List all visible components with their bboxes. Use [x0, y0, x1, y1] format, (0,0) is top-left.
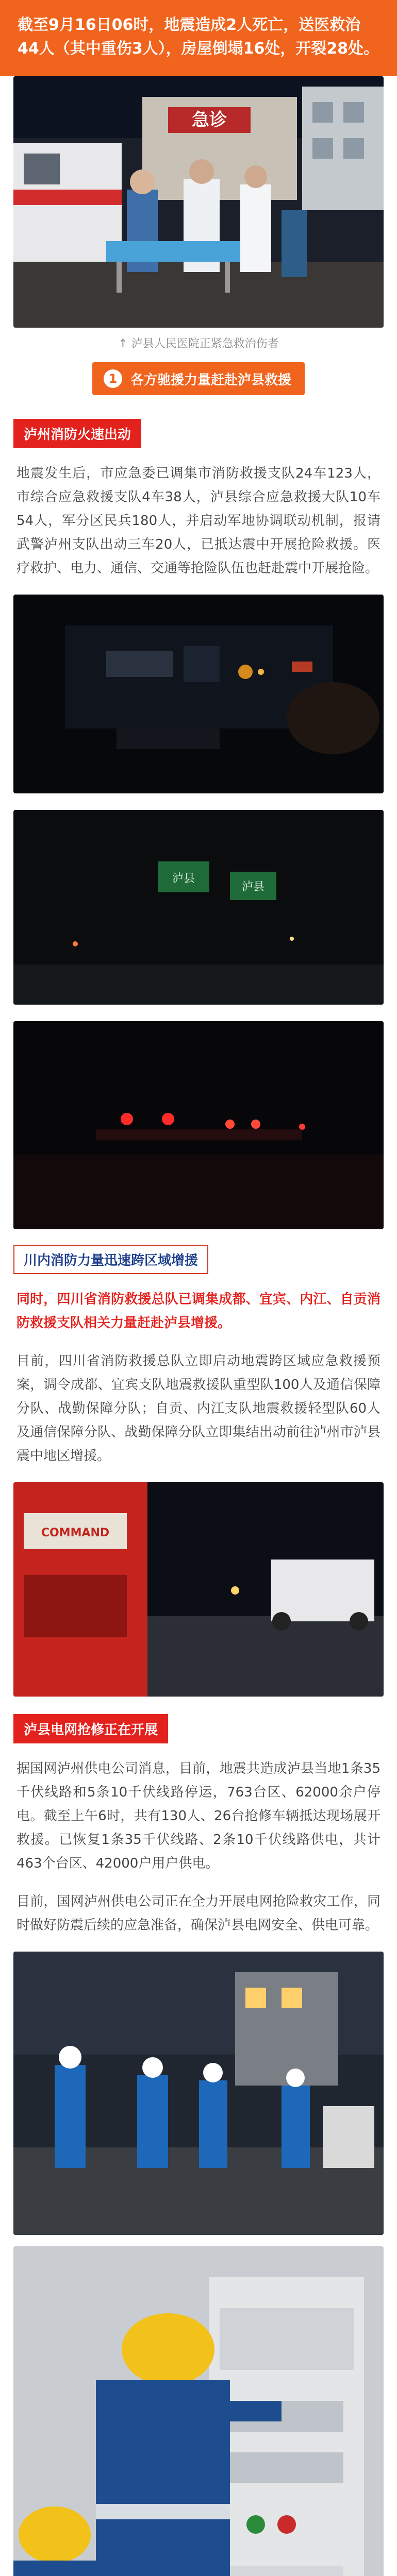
- photo-switchgear: [13, 2246, 384, 2576]
- photo-vehicle-interior: [13, 595, 384, 793]
- hero-sign-text: 急诊: [192, 110, 227, 130]
- hero-photo: [13, 76, 384, 328]
- section-number: 1: [104, 369, 122, 388]
- section-heading: [92, 362, 305, 395]
- paragraph-3: 据国网泸州供电公司消息，目前，地震共造成泸县当地1条35千伏线路和5条10千伏线路停运，763台区、62000余户停电。截至上午6时，共有130人、26台抢修车辆抵达现场展开救援。已恢复1条35千伏线路、2条10千伏线路供电，共计463个台区、42000户用户供电。: [16, 1761, 381, 1871]
- paragraph-1: 地震发生后，市应急委已调集市消防救援支队24车123人，市综合应急救援支队4车38人，泸县综合应急救援大队10车54人，军分区民兵180人，并启动军地协调联动机制，报请武警泸州支队出动三车20人，已抵达震中开展抢险救援。医疗救护、电力、通信、交通等抢险队伍也赶赴震中开展抢险。: [16, 466, 381, 576]
- truck-text: COMMAND: [41, 1527, 110, 1539]
- photo-power-workers: [13, 1952, 384, 2235]
- road-sign-left-text: 泸县: [172, 872, 195, 885]
- paragraph-4: 目前，国网泸州供电公司正在全力开展电网抢险救灾工作，同时做好防震后续的应急准备，确保泸县电网安全、供电可靠。: [16, 1894, 381, 1933]
- photo-highway-signs: [13, 810, 384, 1005]
- triangle-icon: ↑: [118, 337, 128, 350]
- paragraph-2-highlight: 同时，四川省消防救援总队已调集成都、宜宾、内江、自贡消防救援支队相关力量赶赴泸县增援。: [16, 1292, 381, 1331]
- section-heading-wrap: [0, 362, 397, 395]
- headline-box: 截至9月16日06时，地震造成2人死亡，送医救治44人（其中重伤3人），房屋倒塌16处，开裂28处。: [0, 0, 397, 76]
- tag-fire-rescue: 泸州消防火速出动: [13, 419, 141, 448]
- photo-fire-trucks: [13, 1482, 384, 1697]
- road-sign-right-text: 泸县: [241, 880, 265, 893]
- tag-power-repair: 泸县电网抢修正在开展: [13, 1714, 168, 1743]
- photo-convoy-taillights: [13, 1021, 384, 1229]
- tag-cross-region-support: 川内消防力量迅速跨区域增援: [13, 1245, 208, 1274]
- hero-caption: ↑ 泸县人民医院正紧急救治伤者: [118, 337, 279, 350]
- section-title: 各方驰援力量赶赴泸县救援: [130, 372, 291, 388]
- paragraph-2: 目前，四川省消防救援总队立即启动地震跨区域应急救援预案，调令成都、宜宾支队地震救援队重型队100人及通信保障分队、战勤保障分队；自贡、内江支队地震救援轻型队60人及通信保障分队、战勤保障分队立即集结出动前往泸州市泸县震中地区增援。: [16, 1353, 381, 1464]
